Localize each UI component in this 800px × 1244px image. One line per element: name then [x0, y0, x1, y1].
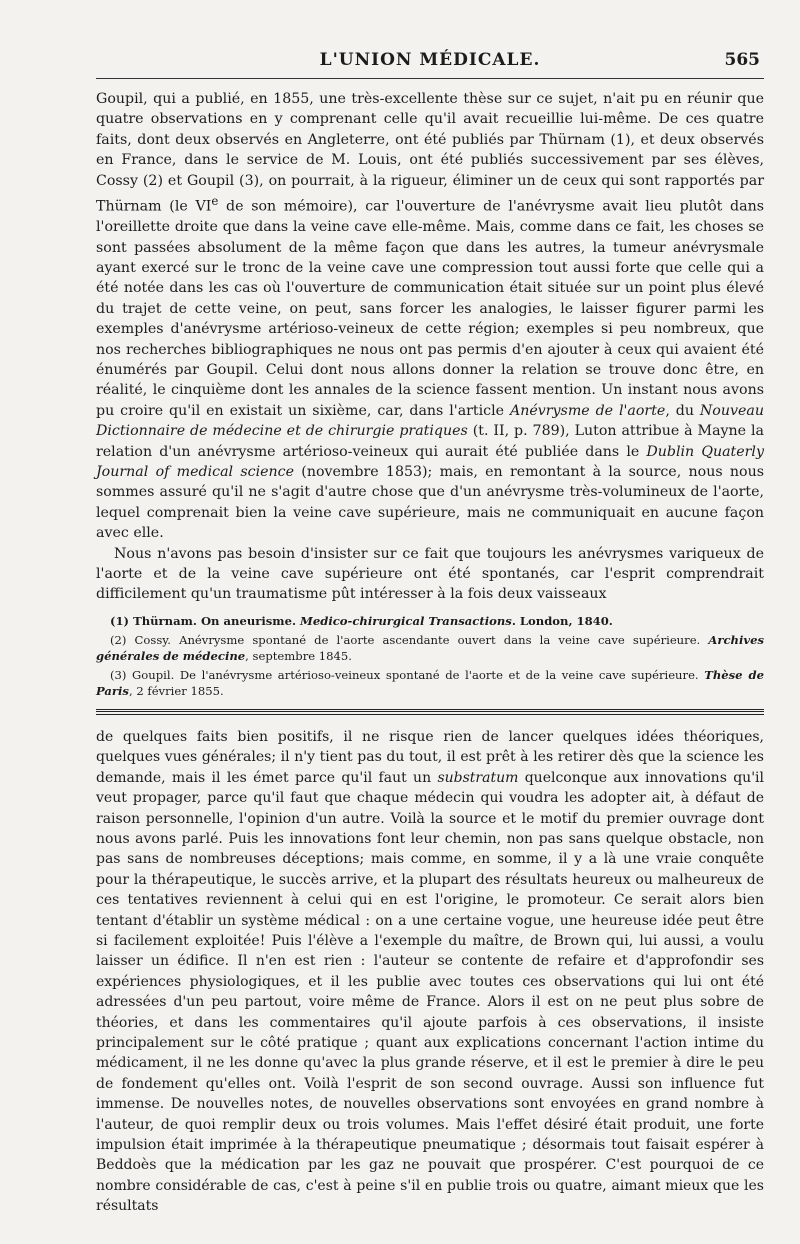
italic-title-1: Anévrysme de l'aorte [509, 402, 666, 419]
second-paragraph: de quelques faits bien positifs, il ne risque rien de lancer quelques idées théoriques, quelques vues générales; il n'y tient pas du tout, il est prêt à les retirer dès que la science les demande, mais il les émet parce qu'il faut un substratum quelconque aux innovations qu'il veut propager, parce qu'il faut que chaque médecin qui voudra les adopter ait, à défaut de raison personnelle, l'opinion d'un autre. Voilà la source et le motif du premier ouvrage dont nous avons parlé. Puis les innovations font leur chemin, non pas sans quelque obstacle, non pas sans de nombreuses déceptions; mais comme, en somme, il y a là une vraie conquête pour la thérapeutique, le succès arrive, et la plupart des résultats heureux ou malheureux de ces tentatives reviennent à celui qui en est l'origine, le promoteur. Ce serait alors bien tentant d'établir un système médical : on a une certaine vogue, une heureuse idée peut être si facilement exploitée! Puis l'élève a l'exemple du maître, de Brown qui, lui aussi, a voulu laisser un édifice. Il n'en est rien : l'auteur se contente de refaire et d'approfondir ses expériences physiologiques, et il les publie avec toutes ces observations qui lui ont été adressées d'un peu partout, voire même de France. Alors il est on ne peut plus sobre de théories, et dans les commentaires qu'il ajoute parfois à ces observations, il insiste principalement sur le côté pratique ; quant aux explications concernant l'action intime du médicament, il ne les donne qu'avec la plus grande réserve, et il est le premier à dire le peu de fondement qu'elles ont. Voilà l'esprit de son second ouvrage. Aussi son influence fut immense. De nouvelles notes, de nouvelles observations sont envoyées en grand nombre à l'auteur, de quoi remplir deux ou trois volumes. Mais l'effet désiré était produit, une forte impulsion était imprimée à la thérapeutique pneumatique ; désormais tout faisait espérer à Beddoès que la médication par les gaz ne pouvait que prospérer. C'est pourquoi de ce nombre considérable de cas, c'est à peine s'il en publie trois ou quatre, aimant mieux que les résultats [96, 728, 765, 1215]
footnote-1: (1) Thürnam. On aneurisme. Medico-chirurgical Transactions. London, 1840. [110, 613, 613, 628]
italic-word: substratum [437, 769, 519, 786]
footnote-3: (3) Goupil. De l'anévrysme artérioso-veineux spontané de l'aorte et de la veine cave supérieure. Thèse de Paris, 2 février 1855. [96, 667, 764, 698]
second-article-body [96, 727, 764, 1217]
article-body [96, 89, 764, 605]
footnotes [96, 613, 764, 699]
page-number: 565 [724, 50, 760, 70]
document-page [96, 40, 764, 1217]
footnote-2: (2) Cossy. Anévrysme spontané de l'aorte ascendante ouvert dans la veine cave supérieure. Archives générales de médecine, septembre 1845. [96, 632, 764, 663]
italic-title-2: Nouveau Dictionnaire de médecine et de chirurgie pratiques [96, 402, 764, 440]
paragraph-2: Nous n'avons pas besoin d'insister sur ce fait que toujours les anévrysmes variqueux de l'aorte et de la veine cave supérieure ont été spontanés, car l'esprit comprendrait difficilement qu'un traumatisme pût intéresser à la fois deux vaisseaux [96, 545, 764, 603]
section-separator [96, 709, 764, 715]
journal-title: L'UNION MÉDICALE. [319, 50, 541, 70]
running-header [96, 40, 764, 70]
header-rule [96, 78, 764, 79]
paragraph-1: Goupil, qui a publié, en 1855, une très-excellente thèse sur ce sujet, n'ait pu en réunir que quatre observations en y comprenant celle qu'il avait recueillie lui-même. De ces quatre faits, dont deux observés en Angleterre, ont été publiés par Thürnam (1), et deux observés en France, dans le service de M. Louis, ont été publiés successivement par ses élèves, Cossy (2) et Goupil (3), on pourrait, à la rigueur, éliminer un de ceux qui sont rapportés par Thürnam (le VIe de son mémoire), car l'ouverture de l'anévrysme avait lieu plutôt dans l'oreillette droite que dans la veine cave elle-même. Mais, comme dans ce fait, les choses se sont passées absolument de la même façon que dans les autres, la tumeur anévrysmale ayant exercé sur le tronc de la veine cave une compression tout aussi forte que celle qui a été notée dans les cas où l'ouverture de communication était située sur un point plus élevé du trajet de cette veine, on peut, sans forcer les analogies, le laisser figurer parmi les exemples d'anévrysme artérioso-veineux de cette région; exemples si peu nombreux, que nos recherches bibliographiques ne nous ont pas permis d'en ajouter à ceux qui avaient été énumérés par Goupil. Celui dont nous allons donner la relation se trouve donc être, en réalité, le cinquième dont les annales de la science fassent mention. Un instant nous avons pu croire qu'il en existait un sixième, car, dans l'article Anévrysme de l'aorte, du Nouveau Dictionnaire de médecine et de chirurgie pratiques (t. II, p. 789), Luton attribue à Mayne la relation d'un anévrysme artérioso-veineux qui aurait été publiée dans le Dublin Quaterly Journal of medical science (novembre 1853); mais, en remontant à la source, nous nous sommes assuré qu'il ne s'agit d'autre chose que d'un anévrysme très-volumineux de l'aorte, lequel comprenait bien la veine cave supérieure, mais ne communiquait en aucune façon avec elle. [96, 91, 764, 542]
italic-title-3: Dublin Quaterly Journal of medical science [96, 443, 764, 481]
